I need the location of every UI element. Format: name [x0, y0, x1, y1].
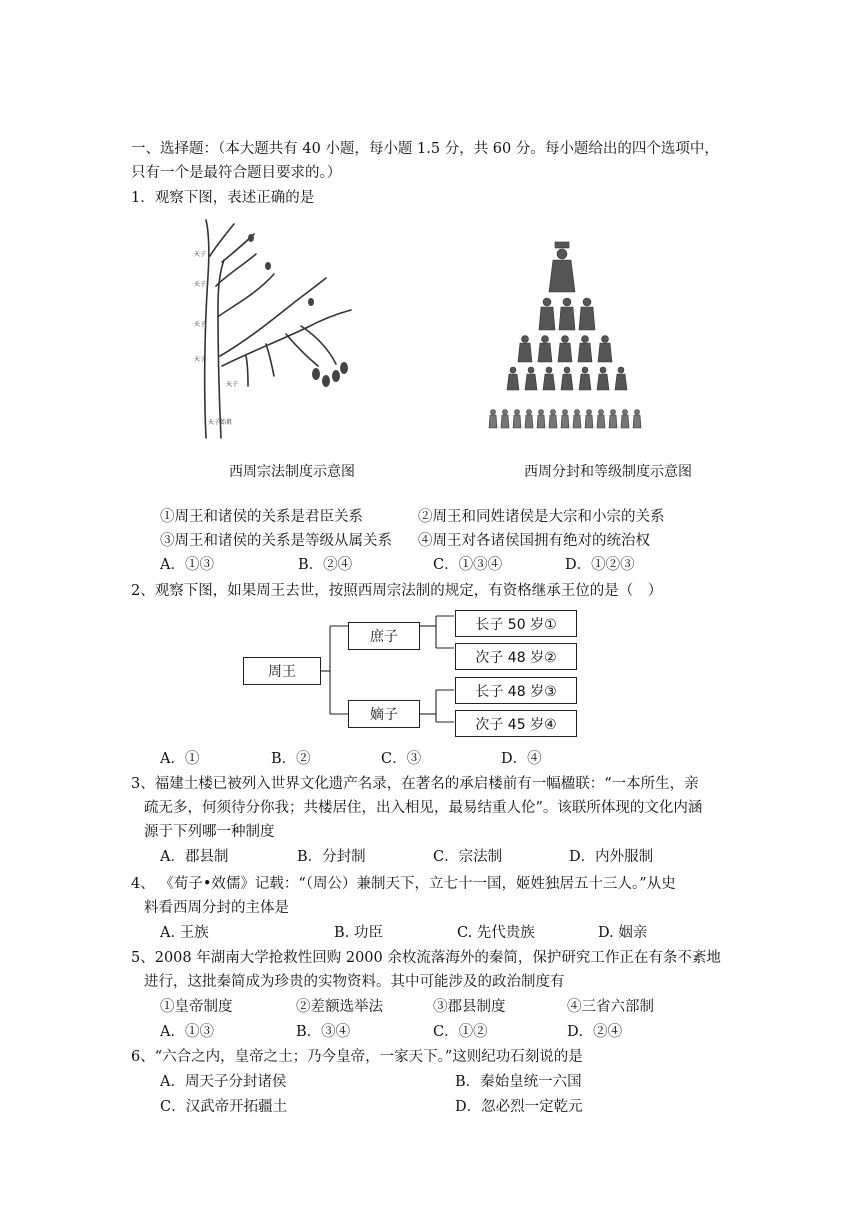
q5-statement-1: ①皇帝制度 [160, 999, 233, 1015]
q3-stem-line-1: 3、福建土楼已被列入世界文化遗产名录，在著名的承启楼前有一幅楹联：“一本所生，亲 [131, 776, 699, 792]
q1-option-a: A．①③ [160, 557, 214, 573]
q1-statement-3: ③周王和诸侯的关系是等级从属关系 [160, 533, 392, 549]
tree-label-1: 天子 [194, 251, 207, 258]
q6-stem: 6、“六合之内，皇帝之土；乃今皇帝，一家天下。”这则纪功石刻说的是 [131, 1049, 583, 1065]
tree-label-4: 天子 [194, 356, 207, 363]
q4-stem-line-1: 4、 《荀子•效儒》记载：“（周公）兼制天下，立七十一国，姬姓独居五十三人。”从史 [131, 876, 676, 892]
q2-option-d: D．④ [501, 751, 542, 767]
q1-statement-1: ①周王和诸侯的关系是君臣关系 [160, 509, 363, 525]
section-header-line-1: 一、选择题：（本大题共有 40 小题，每小题 1.5 分，共 60 分。每小题给出的四个选项中， [131, 141, 719, 157]
q3-option-d: D．内外服制 [569, 849, 654, 865]
q3-option-a: A．郡县制 [160, 849, 229, 865]
q4-option-d: D. 姻亲 [598, 925, 648, 941]
tree-label-3: 天子 [194, 321, 207, 328]
q6-option-d: D．忽必烈一定乾元 [455, 1099, 583, 1115]
q5-option-a: A．①③ [160, 1024, 214, 1040]
q2-stem: 2、观察下图，如果周王去世，按照西周宗法制的规定，有资格继承王位的是（ ） [131, 583, 663, 599]
q1-option-c: C．①③④ [433, 557, 503, 573]
zongfa-tree-figure [186, 216, 361, 441]
diagram-leaf-4: 次子 45 岁④ [455, 710, 577, 737]
q6-option-c: C．汉武帝开拓疆土 [160, 1099, 288, 1115]
q1-option-b: B．②④ [298, 557, 353, 573]
q2-option-b: B．② [271, 751, 311, 767]
q3-option-c: C．宗法制 [433, 849, 503, 865]
diagram-leaf-1: 长子 50 岁① [455, 610, 577, 637]
q5-statement-2: ②差额选举法 [296, 999, 383, 1015]
q4-option-c: C. 先代贵族 [457, 925, 535, 941]
diagram-branch-shuzi: 庶子 [348, 622, 420, 650]
q5-option-c: C．①② [433, 1024, 488, 1040]
q5-statement-4: ④三省六部制 [567, 999, 654, 1015]
q5-statement-3: ③郡县制度 [433, 999, 506, 1015]
section-header-line-2: 只有一个是最符合题目要求的。） [131, 165, 342, 181]
q1-stem: 1．观察下图，表述正确的是 [131, 190, 315, 206]
q2-option-a: A．① [160, 751, 200, 767]
diagram-root-zhouwang: 周王 [243, 657, 321, 685]
q6-option-b: B．秦始皇统一六国 [455, 1074, 582, 1090]
q2-option-c: C．③ [381, 751, 422, 767]
q6-option-a: A．周天子分封诸侯 [160, 1074, 287, 1090]
q5-option-b: B．③④ [296, 1024, 351, 1040]
q4-option-a: A. 王族 [160, 925, 209, 941]
q4-option-b: B. 功臣 [334, 925, 383, 941]
q1-statement-2: ②周王和同姓诸侯是大宗和小宗的关系 [418, 509, 665, 525]
q3-stem-line-2: 疏无多，何须待分你我；共楼居住，出入相见，最易结重人伦”。该联所体现的文化内涵 [144, 800, 703, 816]
tree-label-5: 天子 [226, 381, 239, 388]
q5-stem-line-2: 进行，这批秦简成为珍贵的实物资料。其中可能涉及的政治制度有 [144, 974, 565, 990]
q3-option-b: B．分封制 [297, 849, 366, 865]
diagram-leaf-3: 长子 48 岁③ [455, 677, 577, 704]
diagram-branch-dizi: 嫡子 [348, 700, 420, 728]
q5-stem-line-1: 5、2008 年湖南大学抢救性回购 2000 余枚流落海外的秦简，保护研究工作正在有条不紊地 [131, 950, 721, 966]
q5-option-d: D．②④ [567, 1024, 623, 1040]
q1-statement-4: ④周王对各诸侯国拥有绝对的统治权 [418, 533, 650, 549]
tree-label-6: 天子始祖 [208, 419, 233, 426]
q3-stem-line-3: 源于下列哪一种制度 [144, 824, 275, 840]
diagram-leaf-2: 次子 48 岁② [455, 643, 577, 670]
tree-label-2: 天子 [194, 281, 207, 288]
q4-stem-line-2: 料看西周分封的主体是 [144, 900, 289, 916]
caption-fenfeng: 西周分封和等级制度示意图 [524, 464, 692, 480]
q1-option-d: D．①②③ [565, 557, 635, 573]
fenfeng-pyramid-figure [485, 240, 645, 435]
caption-zongfa: 西周宗法制度示意图 [229, 464, 355, 480]
